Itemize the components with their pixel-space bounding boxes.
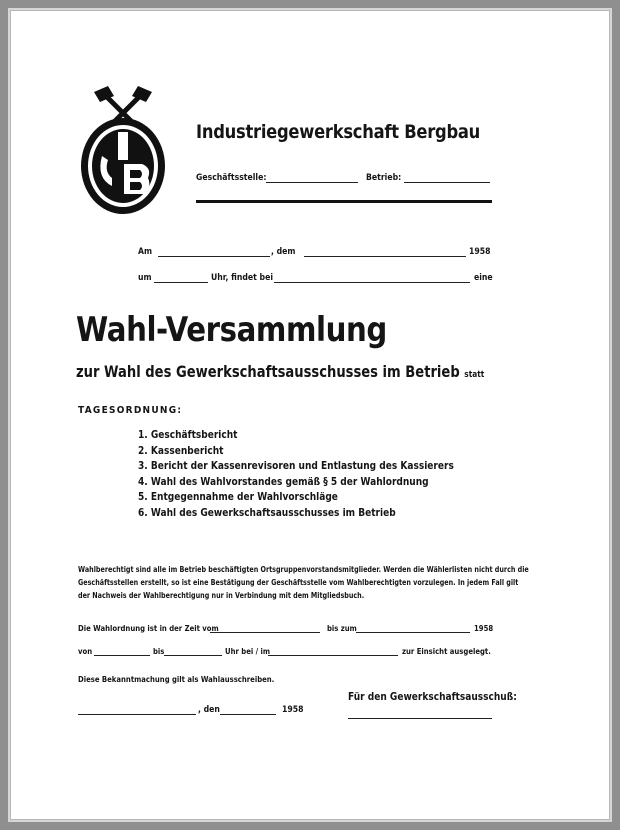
signature-field[interactable]: [348, 718, 492, 719]
office-field[interactable]: [266, 182, 358, 183]
inspection-until-label: bis zum: [327, 624, 357, 633]
from-time-label: von: [78, 647, 93, 656]
eine-label: eine: [474, 273, 493, 283]
company-field[interactable]: [404, 182, 490, 183]
am-label: Am: [138, 247, 153, 257]
to-time-label: bis: [153, 647, 165, 656]
from-time-field[interactable]: [94, 655, 150, 656]
office-label: Geschäftsstelle:: [196, 173, 267, 183]
subtitle: [76, 362, 484, 381]
dem-label: , dem: [271, 247, 296, 257]
inspection-until-field[interactable]: [356, 632, 470, 633]
signature-label: Für den Gewerkschaftsausschuß:: [348, 691, 517, 703]
header-rule: [196, 200, 492, 203]
eligibility-paragraph: [78, 563, 529, 602]
to-time-field[interactable]: [164, 655, 222, 656]
closing-date-field[interactable]: [220, 714, 276, 715]
eligibility-line: der Nachweis der Wahlberechtigung nur in Verbindung mit dem Mitgliedsbuch.: [78, 591, 365, 600]
closing-year: 1958: [282, 705, 304, 715]
agenda-list: [138, 428, 505, 522]
company-label: Betrieb:: [366, 173, 402, 183]
agenda-item: 4. Wahl des Wahlvorstandes gemäß § 5 der Wahlordnung: [138, 475, 429, 488]
date-field[interactable]: [304, 256, 466, 257]
agenda-item: 6. Wahl des Gewerkschaftsausschusses im Betrieb: [138, 506, 396, 519]
location-label: Uhr bei / im: [225, 647, 271, 656]
location-field[interactable]: [268, 655, 398, 656]
closing-place-field[interactable]: [78, 714, 196, 715]
uhr-label: Uhr, findet bei: [211, 273, 273, 283]
um-label: um: [138, 273, 152, 283]
notice-text: Diese Bekanntmachung gilt als Wahlausschreiben.: [78, 675, 275, 684]
eligibility-line: Geschäftsstellen erstellt, so ist eine Bestätigung der Geschäftsstelle vom Wahlberechtigten vorzulegen. In jedem Fall gilt: [78, 578, 519, 587]
igb-logo-icon: [78, 86, 168, 218]
closing-den-label: , den: [198, 705, 220, 715]
host-field[interactable]: [274, 282, 470, 283]
display-note: zur Einsicht ausgelegt.: [402, 647, 491, 656]
date-place-field[interactable]: [158, 256, 270, 257]
agenda-item: 2. Kassenbericht: [138, 444, 224, 457]
agenda-item: 5. Entgegennahme der Wahlvorschläge: [138, 491, 338, 504]
agenda-item: 1. Geschäftsbericht: [138, 429, 238, 441]
subtitle-text: zur Wahl des Gewerkschaftsausschusses im Betrieb: [76, 362, 460, 381]
agenda-item: 3. Bericht der Kassenrevisoren und Entlastung des Kassierers: [138, 460, 454, 473]
eligibility-line: Wahlberechtigt sind alle im Betrieb beschäftigten Ortsgruppenvorstandsmitglieder. Werden die Wählerlisten nicht durch die: [78, 565, 529, 574]
date-year: 1958: [469, 247, 491, 257]
inspection-from-field[interactable]: [210, 632, 320, 633]
time-field[interactable]: [154, 282, 208, 283]
agenda-heading: TAGESORDNUNG:: [78, 405, 183, 416]
inspection-year: 1958: [474, 624, 494, 633]
subtitle-suffix: statt: [464, 370, 485, 380]
organization-name: Industriegewerkschaft Bergbau: [196, 121, 481, 143]
main-title: Wahl-Versammlung: [76, 310, 387, 350]
inspection-intro: Die Wahlordnung ist in der Zeit vom: [78, 624, 219, 633]
